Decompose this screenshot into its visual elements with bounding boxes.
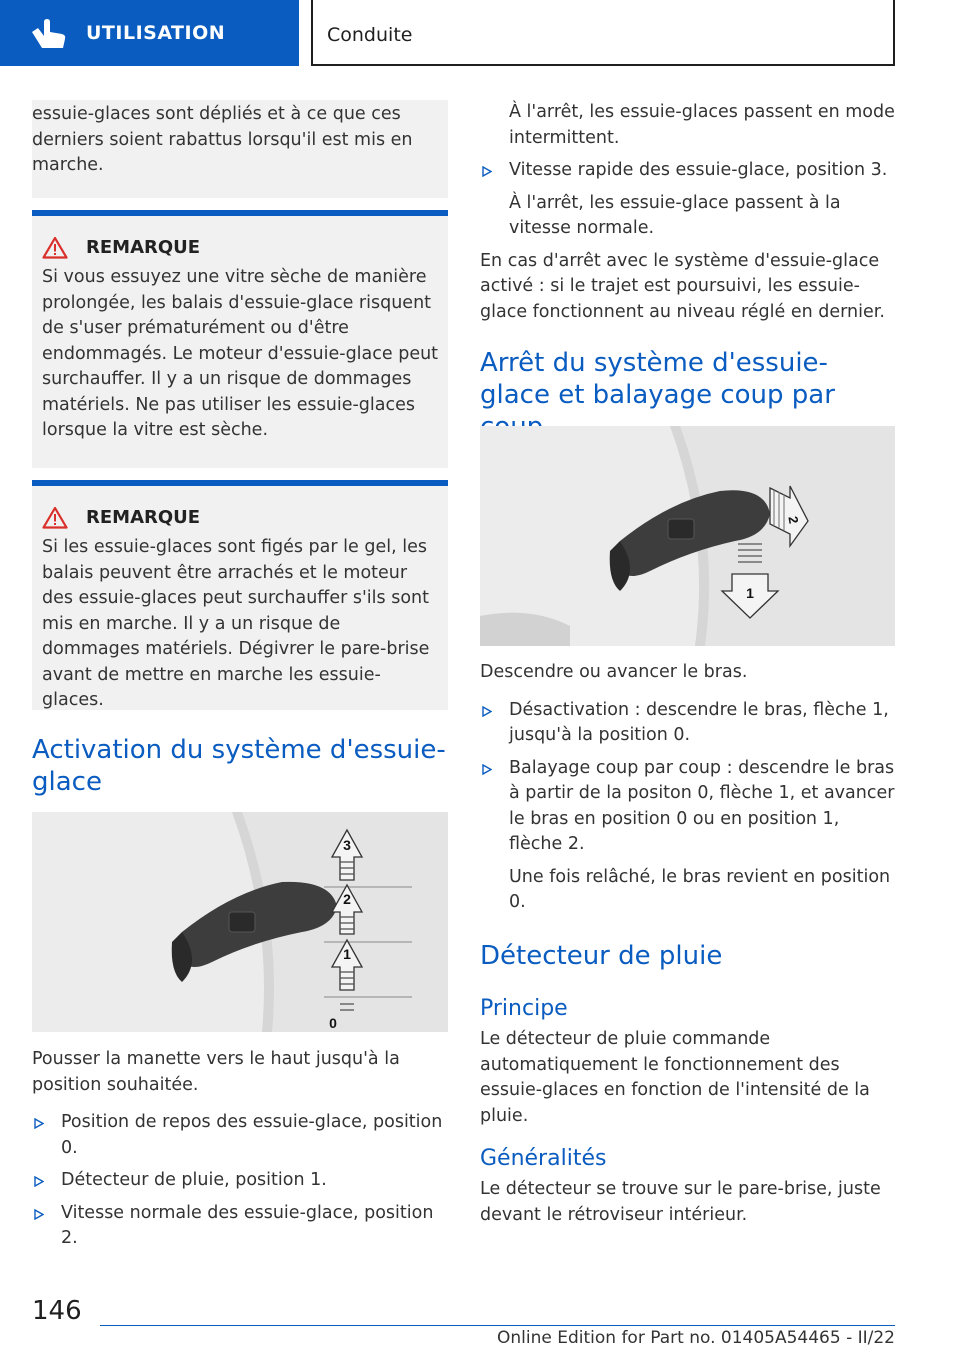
rain-sensor-content (480, 995, 895, 1228)
principle-text: Le détecteur de pluie commande automatiquement le fonctionnement des essuie-glaces en fonction de l'intensité de la pluie. (480, 1029, 870, 1126)
illustration-label: 2 (343, 891, 351, 907)
activation-content (32, 1047, 448, 1252)
illustration-label: 1 (343, 946, 351, 962)
bullet-triangle-icon (482, 764, 492, 775)
note-heading-text: REMARQUE (86, 507, 201, 528)
note-heading-text: REMARQUE (86, 237, 201, 258)
intro-box (32, 100, 448, 198)
section-heading-activation: Activation du système d'essuie-glace (32, 735, 446, 797)
wiper-stalk-image (32, 812, 448, 1032)
bullet-triangle-icon (34, 1118, 44, 1129)
stop-content (480, 660, 895, 916)
section-heading-stop: Arrêt du système d'essuie-glace et balayage coup par (480, 348, 835, 410)
illustration-caption: Descendre ou avancer le bras. (480, 662, 748, 682)
page-number: 146 (32, 1296, 82, 1326)
note-heading (42, 236, 442, 259)
list-item: Désactivation : descendre le bras, flèche 1, jusqu'à la position 0. (480, 698, 895, 749)
right-top-content (480, 100, 895, 325)
illustration-label: 0 (329, 1015, 337, 1031)
note-box-1 (32, 216, 448, 468)
footer-edition[interactable]: Online Edition for Part no. 01405A54465 - II/22 (496, 1328, 895, 1348)
release-text: Une fois relâché, le bras revient en position 0. (509, 866, 891, 912)
hand-pointer-icon (28, 18, 68, 50)
illustration-caption: Pousser la manette vers le haut jusqu'à la position souhaitée. (32, 1049, 400, 1095)
bullet-triangle-icon (34, 1209, 44, 1220)
bullet-triangle-icon (34, 1176, 44, 1187)
note-text: Si les essuie-glaces sont figés par le gel, les balais peuvent être arrachés et le moteur des essuie-glaces peut surchauffer s'ils sont mis en marche. Il y a un risque de dommages matériels. Dégivrer le pare-brise avant de mettre en marche les essuie-glaces. (42, 537, 430, 710)
chapter-title: UTILISATION (86, 22, 226, 44)
warning-triangle-icon (42, 236, 68, 259)
section-heading-rain-sensor: Détecteur de pluie (480, 941, 723, 971)
bullet-triangle-icon (482, 706, 492, 717)
section-tab[interactable] (311, 0, 895, 66)
warning-triangle-icon (42, 506, 68, 529)
illustration-label: 3 (343, 837, 351, 853)
illustration-label: 2 (785, 515, 802, 525)
list-item: Détecteur de pluie, position 1. (32, 1168, 448, 1194)
wiper-stalk-image (480, 426, 895, 646)
list-item: Vitesse rapide des essuie-glace, position 3. (480, 158, 895, 184)
chapter-tab[interactable] (0, 0, 299, 66)
list-item: Balayage coup par coup : descendre le bras à partir de la positon 0, flèche 1, et avancer le bras en position 0 ou en position 1, flèche 2. (480, 756, 895, 858)
note-heading (42, 506, 442, 529)
subheading-general: Généralités (480, 1146, 607, 1171)
section-title: Conduite (327, 24, 413, 46)
list-item: Vitesse normale des essuie-glace, position 2. (32, 1201, 448, 1252)
footer-divider (100, 1325, 895, 1326)
bullet-triangle-icon (482, 166, 492, 177)
stop-text: En cas d'arrêt avec le système d'essuie-glace activé : si le trajet est poursuivi, les essuie-glace fonctionnent au niveau réglé en dernier. (480, 250, 885, 322)
fast-sub-text: À l'arrêt, les essuie-glace passent à la vitesse normale. (509, 192, 841, 238)
note-box-2 (32, 486, 448, 710)
wiper-activation-illustration (32, 812, 448, 1032)
wiper-stop-illustration (480, 426, 895, 646)
intermittent-text: À l'arrêt, les essuie-glaces passent en mode intermittent. (509, 102, 895, 148)
illustration-label: 1 (746, 585, 754, 601)
subheading-principle: Principe (480, 996, 568, 1021)
note-text: Si vous essuyez une vitre sèche de manière prolongée, les balais d'essuie-glace risquent de s'user prématurément ou d'être endommagés. Le moteur d'essuie-glace peut surchauffer. Il y a un risque de dommages matériels. Ne pas utiliser les essuie-glaces lorsque la vitre est sèche. (42, 267, 439, 440)
general-text: Le détecteur se trouve sur le pare-brise, juste devant le rétroviseur intérieur. (480, 1179, 881, 1225)
list-item: Position de repos des essuie-glace, position 0. (32, 1110, 448, 1161)
intro-text: essuie-glaces sont dépliés et à ce que ces derniers soient rabattus lorsqu'il est mis en marche. (32, 104, 413, 175)
